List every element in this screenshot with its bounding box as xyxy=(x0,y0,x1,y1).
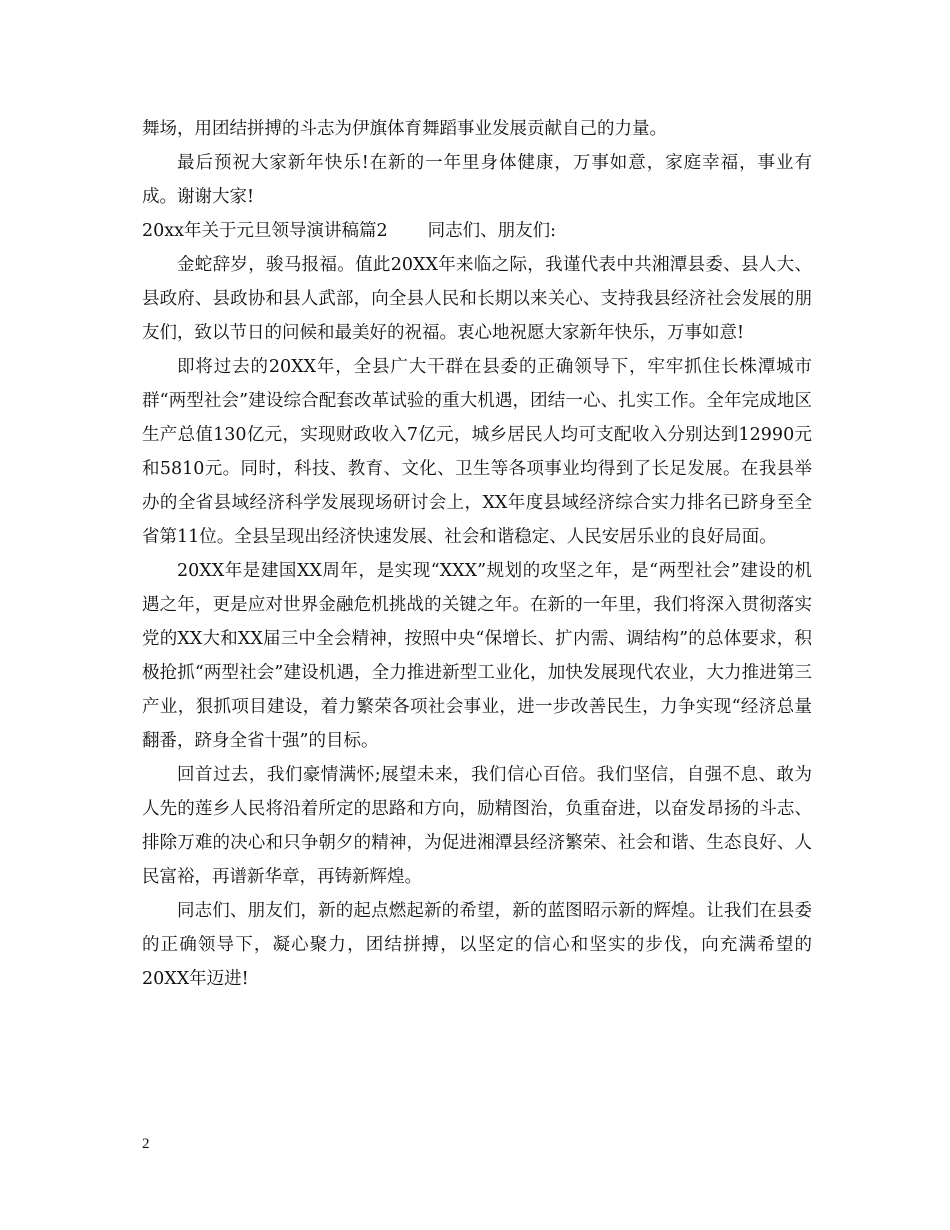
paragraph-greeting: 金蛇辞岁，骏马报福。值此20XX年来临之际，我谨代表中共湘潭县委、县人大、县政府、县政协和县人武部，向全县人民和长期以来关心、支持我县经济社会发展的朋友们，致以节日的问候和最美好的祝福。衷心地祝愿大家新年快乐，万事如意! xyxy=(142,255,812,343)
salutation: 同志们、朋友们: xyxy=(427,221,557,241)
paragraph-plans: 20XX年是建国XX周年，是实现“XXX”规划的攻坚之年，是“两型社会”建设的机遇之年，更是应对世界金融危机挑战的关键之年。在新的一年里，我们将深入贯彻落实党的XX大和XX届三中全会精神，按照中央“保增长、扩内需、调结构”的总体要求，积极抢抓“两型社会”建设机遇，全力推进新型工业化，加快发展现代农业，大力推进第三产业，狠抓项目建设，着力繁荣各项社会事业，进一步改善民生，力争实现“经济总量翻番，跻身全省十强”的目标。 xyxy=(142,561,812,751)
paragraph-outlook: 回首过去，我们豪情满怀;展望未来，我们信心百倍。我们坚信，自强不息、敢为人先的莲乡人民将沿着所定的思路和方向，励精图治，负重奋进，以奋发昂扬的斗志、排除万难的决心和只争朝夕的精神，为促进湘潭县经济繁荣、社会和谐、生态良好、人民富裕，再谱新华章，再铸新辉煌。 xyxy=(142,765,812,887)
document-body xyxy=(142,112,812,996)
paragraph-continuation: 舞场，用团结拼搏的斗志为伊旗体育舞蹈事业发展贡献自己的力量。 xyxy=(142,119,667,139)
section-heading xyxy=(142,214,812,248)
paragraph-review: 即将过去的20XX年，全县广大干群在县委的正确领导下，牢牢抓住长株潭城市群“两型社会”建设综合配套改革试验的重大机遇，团结一心、扎实工作。全年完成地区生产总值130亿元，实现财政收入7亿元，城乡居民人均可支配收入分别达到12990元和5810元。同时，科技、教育、文化、卫生等各项事业均得到了长足发展。在我县举办的全省县域经济科学发展现场研讨会上，XX年度县域经济综合实力排名已跻身至全省第11位。全县呈现出经济快速发展、社会和谐稳定、人民安居乐业的良好局面。 xyxy=(142,357,812,547)
page-number: 2 xyxy=(142,1136,150,1152)
paragraph-call-to-action: 同志们、朋友们，新的起点燃起新的希望，新的蓝图昭示新的辉煌。让我们在县委的正确领导下，凝心聚力，团结拼搏，以坚定的信心和坚实的步伐，向充满希望的20XX年迈进! xyxy=(142,901,812,989)
paragraph-closing-wishes: 最后预祝大家新年快乐!在新的一年里身体健康，万事如意，家庭幸福，事业有成。谢谢大家! xyxy=(142,153,812,207)
section-title: 20xx年关于元旦领导演讲稿篇2 xyxy=(142,221,388,241)
